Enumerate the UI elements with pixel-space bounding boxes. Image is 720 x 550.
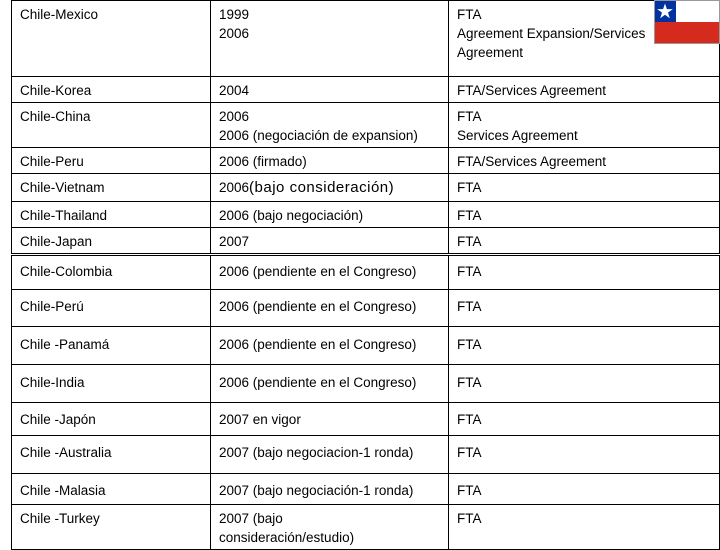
agreement-type-cell: FTA Agreement Expansion/Services Agreement [449,1,720,77]
date-cell: 2007 (bajo negociacion-1 ronda) [211,436,449,474]
date-cell [211,174,449,202]
country-cell: Chile-Perú [12,290,211,327]
agreement-type-cell: FTA Services Agreement [449,103,720,148]
date-cell: 2006 (pendiente en el Congreso) [211,327,449,365]
table-row [12,474,720,505]
trade-agreements-table [11,0,720,550]
agreement-type-cell: FTA [449,505,720,550]
country-cell: Chile -Japón [12,403,211,436]
agreement-type-cell: FTA [449,403,720,436]
agreements-table-frame [11,0,719,545]
agreement-type-cell: FTA [449,290,720,327]
agreement-type-cell: FTA/Services Agreement [449,77,720,103]
country-cell: Chile -Malasia [12,474,211,505]
table-row [12,327,720,365]
country-cell: Chile -Turkey [12,505,211,550]
date-cell: 2006 (pendiente en el Congreso) [211,365,449,403]
agreement-type-cell: FTA [449,474,720,505]
agreement-type-cell: FTA/Services Agreement [449,148,720,174]
date-cell: 2007 (bajo negociación-1 ronda) [211,474,449,505]
country-cell: Chile -Australia [12,436,211,474]
agreement-type-cell: FTA [449,174,720,202]
date-cell: 1999 2006 [211,1,449,77]
table-row [12,290,720,327]
country-cell: Chile-India [12,365,211,403]
agreement-type-cell: FTA [449,202,720,228]
country-cell: Chile-Peru [12,148,211,174]
table-row [12,436,720,474]
agreement-type-cell: FTA [449,365,720,403]
table-row [12,174,720,202]
country-cell: Chile-Thailand [12,202,211,228]
table-row [12,1,720,77]
country-cell: Chile-Vietnam [12,174,211,202]
country-cell: Chile-China [12,103,211,148]
date-year: 2006 [219,180,250,195]
date-cell: 2006 (pendiente en el Congreso) [211,255,449,290]
table-row [12,148,720,174]
agreement-type-cell: FTA [449,436,720,474]
agreement-type-cell: FTA [449,228,720,255]
date-cell: 2004 [211,77,449,103]
table-row [12,255,720,290]
country-cell: Chile -Panamá [12,327,211,365]
country-cell: Chile-Mexico [12,1,211,77]
date-cell: 2006 (bajo negociación) [211,202,449,228]
table-row [12,77,720,103]
agreement-type-cell: FTA [449,327,720,365]
date-cell: 2006 (firmado) [211,148,449,174]
date-cell: 2006 (pendiente en el Congreso) [211,290,449,327]
flag-red-band [654,22,720,44]
country-cell: Chile-Korea [12,77,211,103]
country-cell: Chile-Japan [12,228,211,255]
date-cell: 2007 (bajo consideración/estudio) [211,505,449,550]
country-cell: Chile-Colombia [12,255,211,290]
table-row [12,103,720,148]
date-cell: 2007 [211,228,449,255]
table-row [12,202,720,228]
agreement-type-cell: FTA [449,255,720,290]
date-cell: 2007 en vigor [211,403,449,436]
chile-flag-icon [654,0,720,44]
table-row [12,365,720,403]
date-cell: 2006 2006 (negociación de expansion) [211,103,449,148]
date-note: (bajo consideración) [249,179,395,196]
table-row [12,505,720,550]
table-row [12,403,720,436]
table-row [12,228,720,255]
